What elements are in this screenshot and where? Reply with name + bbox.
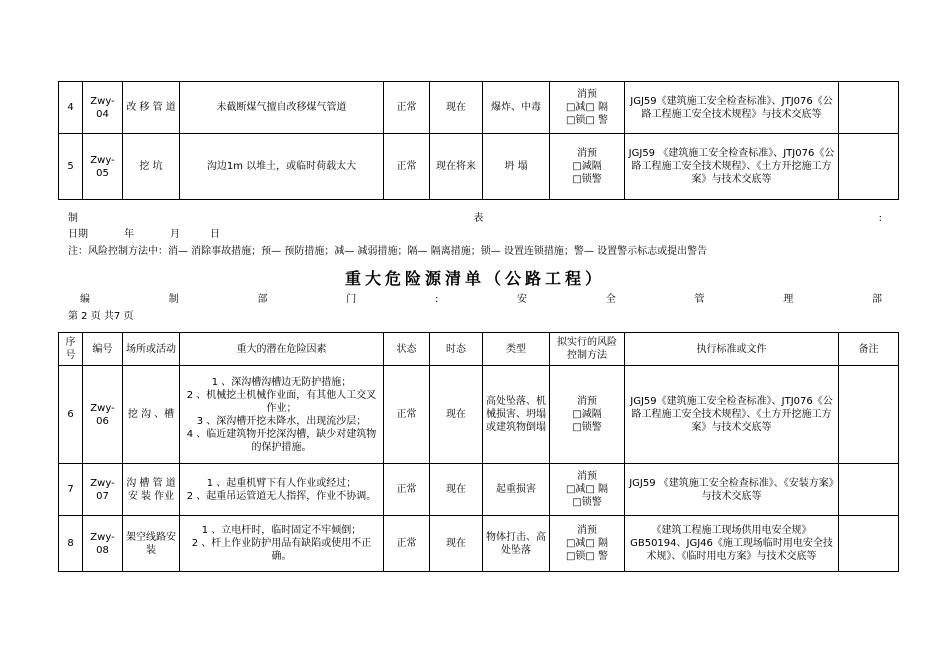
checkbox-icon [572,174,581,185]
row-standard: JGJ59《建筑施工安全检查标准》、JTJ076《公路工程施工安全技术规程》、《土方开挖施工方案》与技术交底等 [625,366,839,464]
row-standard: JGJ59《建筑施工安全检查标准》、JTJ076《公路工程施工安全技术规程》与技术交底等 [625,82,839,134]
header-standard: 执行标准或文件 [625,333,839,366]
control-option: 减隔 [581,161,602,172]
row-type: 坍 塌 [483,134,550,200]
row-code: Zwy-05 [83,134,123,200]
hazard-item: 1 、深沟槽沟槽边无防护措施； [211,376,352,388]
header-hazard: 重大的潜在危险因素 [180,333,384,366]
date-line [68,228,882,241]
table-row [59,134,899,200]
table-row [59,464,899,516]
row-number: 8 [59,516,83,572]
control-option: 减 [575,102,586,113]
row-state: 正常 [384,134,430,200]
control-line: 消预 [577,525,597,536]
dept-char: 部 [257,294,268,305]
row-code: Zwy-07 [83,464,123,516]
control-line: 消预 [577,471,597,482]
made-label: : [878,213,882,224]
control-option: 锁警 [581,174,602,185]
page-indicator: 第 2 页 共7 页 [68,311,134,322]
checkbox-icon [572,422,581,433]
checkbox-icon [585,551,594,562]
dept-char: 安 [517,294,528,305]
legend-note: 注：风险控制方法中：消— 消除事故措施；预— 预防措施；减— 减弱措施；隔— 隔离措施；锁— 设置连锁措施；警— 设置警示标志或提出警告 [68,246,708,257]
row-hazard [180,464,384,516]
row-number: 6 [59,366,83,464]
row-tense: 现在 [430,82,483,134]
row-place: 改 移 管 道 [123,82,180,134]
control-option: 警 [598,551,609,562]
row-note [839,134,899,200]
row-note [839,366,899,464]
hazard-item: 2 、杆上作业防护用品有缺陷或使用不正确。 [191,538,372,562]
row-place: 架空线路安装 [123,516,180,572]
row-state: 正常 [384,464,430,516]
control-option: 减 [575,538,586,549]
control-line: 消预 [576,396,597,407]
hazard-item: 2 、机械挖土机械作业面，有其他人工交叉作业； [186,389,377,414]
hazard-item: 2 、起重吊运管道无人指挥，作业不协调。 [186,490,377,502]
dept-char: 管 [694,294,705,305]
header-number: 序号 [59,333,83,366]
dept-char: 全 [605,294,616,305]
control-option: 减隔 [581,409,602,420]
checkbox-icon [566,115,575,126]
header-state: 状态 [384,333,430,366]
row-code: Zwy-08 [83,516,123,572]
header-control: 拟实行的风险控制方法 [550,333,625,366]
row-type: 物体打击、高处坠落 [483,516,550,572]
dept-char: 部 [871,294,882,305]
row-code: Zwy-06 [83,366,123,464]
control-option: 减 [575,484,586,495]
checkbox-icon [572,409,581,420]
date-label: 日期 [68,229,88,240]
checkbox-icon [566,102,575,113]
checkbox-icon [572,161,581,172]
checkbox-icon [585,538,594,549]
checkbox-icon [566,551,575,562]
page-title: 重大危险源清单（公路工程） [344,269,605,288]
checkbox-icon [566,484,575,495]
control-option: 锁 [575,115,586,126]
made-label: 表 [473,213,484,224]
table-row [59,516,899,572]
table-row [59,82,899,134]
header-place: 场所或活动 [123,333,180,366]
control-option: 隔 [598,538,609,549]
row-control [550,134,625,200]
made-by-line [68,212,882,225]
row-hazard: 沟边1m 以堆土，或临时荷载太大 [180,134,384,200]
row-standard: 《建筑工程施工现场供用电安全规》GB50194、JGJ46《施工现场临时用电安全技术规》、《临时用电方案》与技术交底等 [625,516,839,572]
table-row [59,366,899,464]
checkbox-icon [585,102,594,113]
row-code: Zwy-04 [83,82,123,134]
row-number: 7 [59,464,83,516]
hazard-table-top [58,81,899,200]
row-type: 起重损害 [483,464,550,516]
control-option: 锁 [575,551,586,562]
dept-char: 理 [783,294,794,305]
table-header-row [59,333,899,366]
control-option: 警 [598,115,609,126]
row-tense: 现在 [430,464,483,516]
row-note [839,516,899,572]
row-standard: JGJ59 《建筑施工安全检查标准》、JTJ076《公路工程施工安全技术规程》、《土方开挖施工方案》与技术交底等 [625,134,839,200]
hazard-table-main [58,332,899,572]
checkbox-icon [585,484,594,495]
row-tense: 现在 [430,516,483,572]
control-option: 隔 [598,484,609,495]
row-control [550,516,625,572]
hazard-item: 1 、立电杆时，临时固定不牢倾倒； [201,525,362,536]
row-place: 沟 槽 管 道 安 装 作业 [123,464,180,516]
row-place: 挖 坑 [123,134,180,200]
dept-char: 制 [168,294,179,305]
date-label: 年 [124,229,134,240]
row-place: 挖 沟 、槽 [123,366,180,464]
department-line [80,293,882,306]
row-standard: JGJ59 《建筑施工安全检查标准》、《安装方案》与技术交底等 [625,464,839,516]
row-control [550,464,625,516]
row-state: 正常 [384,516,430,572]
row-control [550,366,625,464]
dept-char: : [434,294,439,305]
row-note [839,82,899,134]
row-hazard [180,516,384,572]
checkbox-icon [566,538,575,549]
row-number: 5 [59,134,83,200]
hazard-item: 4 、临近建筑物开挖深沟槽，缺少对建筑物的保护措施。 [186,428,377,453]
row-type: 高处坠落、机械损害、坍塌或建筑物倒塌 [483,366,550,464]
row-control [550,82,625,134]
control-line: 消预 [577,89,597,100]
row-hazard [180,366,384,464]
checkbox-icon [585,115,594,126]
dept-char: 门 [346,294,357,305]
control-option: 隔 [598,102,609,113]
row-type: 爆炸、中毒 [483,82,550,134]
row-state: 正常 [384,82,430,134]
made-label: 制 [68,213,78,224]
control-line: 消预 [576,148,597,159]
row-tense: 现在将来 [430,134,483,200]
hazard-item: 1 、起重机臂下有人作业或经过； [206,477,357,489]
dept-char: 编 [80,294,90,305]
row-note [839,464,899,516]
date-label: 日 [210,229,220,240]
control-option: 锁警 [581,497,602,508]
hazard-item: 3 、深沟槽开挖未降水，出现流沙层； [196,415,367,427]
header-code: 编号 [83,333,123,366]
row-tense: 现在 [430,366,483,464]
header-type: 类型 [483,333,550,366]
control-option: 锁警 [581,422,602,433]
row-state: 正常 [384,366,430,464]
row-number: 4 [59,82,83,134]
row-hazard: 未截断煤气擅自改移煤气管道 [180,82,384,134]
date-label: 月 [170,229,180,240]
header-tense: 时态 [430,333,483,366]
header-note: 备注 [839,333,899,366]
checkbox-icon [572,497,581,508]
